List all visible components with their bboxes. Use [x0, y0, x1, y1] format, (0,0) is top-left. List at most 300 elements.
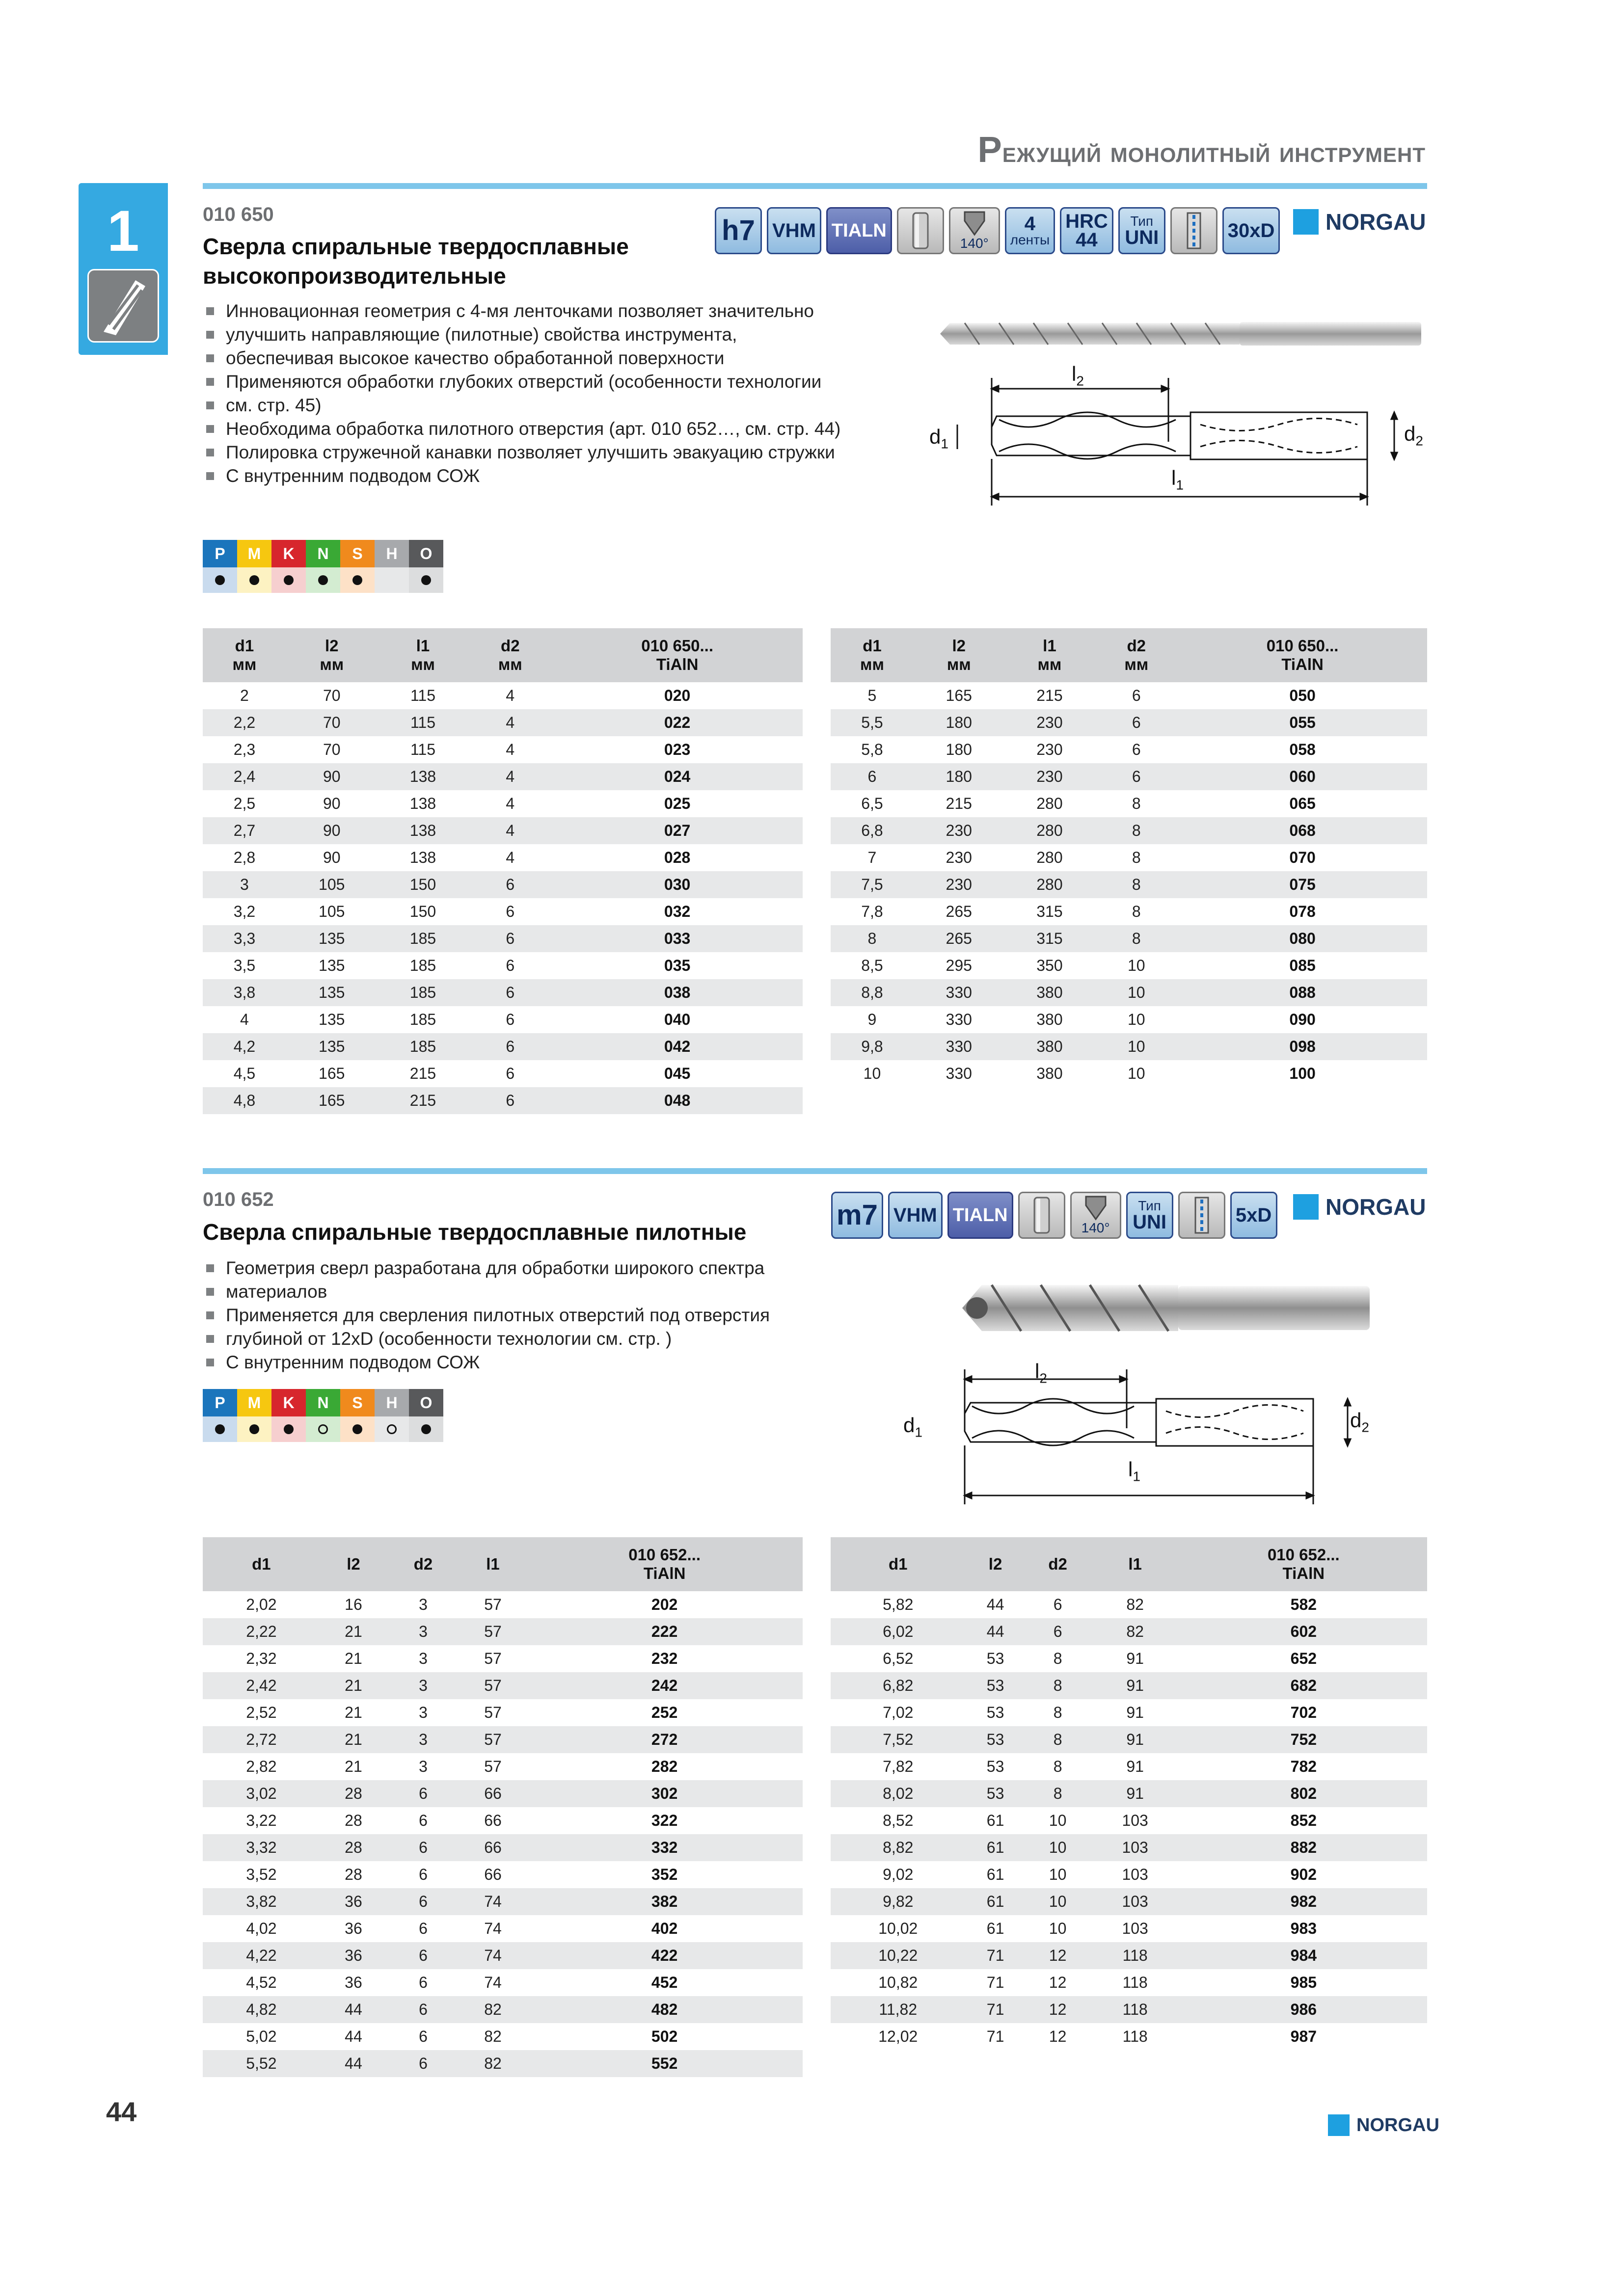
table-cell: 44	[345, 2028, 362, 2045]
table-row	[831, 1753, 1427, 1780]
suitable-icon	[352, 1424, 362, 1434]
table-cell: 230	[914, 871, 1004, 898]
table-row	[831, 1888, 1427, 1915]
table-row	[831, 1915, 1427, 1942]
table-cell: 3,3	[203, 925, 286, 952]
table-cell: 10	[1127, 1065, 1145, 1082]
table-cell: 44	[986, 1596, 1004, 1613]
column-header: l1	[1090, 1537, 1180, 1591]
material-applicability	[203, 540, 443, 593]
table-cell: 165	[319, 1065, 345, 1082]
article-code-cell: 060	[1178, 763, 1427, 790]
table-cell: 4	[468, 817, 552, 844]
table-cell: 36	[345, 1920, 362, 1937]
feature-badges	[831, 1192, 1277, 1239]
suitable-icon	[215, 1424, 225, 1434]
table-row	[203, 1753, 803, 1780]
material-cell-O	[409, 540, 443, 593]
table-cell: 91	[1126, 1650, 1144, 1667]
specs-table	[831, 628, 1427, 1087]
table-row	[831, 1699, 1427, 1726]
specs-table	[831, 1537, 1427, 2050]
table-cell: 230	[1004, 709, 1095, 736]
table-cell: 70	[323, 741, 341, 758]
feature-badges	[715, 207, 1280, 254]
table-cell: 28	[345, 1812, 362, 1829]
table-cell: 2,8	[233, 849, 256, 866]
table-cell: 10	[1026, 1888, 1090, 1915]
table-cell: 230	[946, 849, 972, 866]
table-cell: 11,82	[831, 1996, 966, 2023]
coolant-icon	[1170, 207, 1217, 254]
article-code-cell: 232	[651, 1650, 678, 1667]
material-group-label: P	[203, 1389, 237, 1416]
table-cell: 8,02	[831, 1780, 966, 1807]
article-code-cell: 042	[552, 1033, 803, 1060]
table-cell: 380	[1004, 979, 1095, 1006]
table-cell: 330	[946, 1011, 972, 1028]
article-code-cell: 322	[651, 1812, 678, 1829]
article-code-cell: 482	[526, 1996, 803, 2023]
article-code-cell: 502	[651, 2028, 678, 2045]
table-cell: 3	[419, 1596, 428, 1613]
table-cell: 7,52	[831, 1726, 966, 1753]
table-cell: 8,52	[883, 1812, 914, 1829]
table-cell: 7,5	[831, 871, 914, 898]
article-code-cell: 552	[526, 2050, 803, 2077]
table-cell: 61	[986, 1920, 1004, 1937]
table-cell: 3,8	[203, 979, 286, 1006]
table-cell: 103	[1122, 1812, 1148, 1829]
dimension-label-d2: $d_2$	[1350, 1409, 1369, 1435]
table-cell: 91	[1126, 1758, 1144, 1775]
table-cell: 53	[966, 1672, 1026, 1699]
suitable-icon	[421, 1424, 431, 1434]
table-cell: 115	[410, 741, 435, 758]
column-header: d1	[831, 1537, 966, 1591]
column-header: 010 650... TiAlN	[552, 628, 803, 682]
article-code-cell: 030	[552, 871, 803, 898]
column-header: l2 мм	[286, 628, 378, 682]
material-group-label: M	[237, 1389, 271, 1416]
table-cell: 66	[484, 1866, 502, 1883]
table-cell: 380	[1036, 1011, 1063, 1028]
article-code-cell: 582	[1290, 1596, 1317, 1613]
table-row	[831, 1591, 1427, 1618]
table-cell: 8	[1053, 1758, 1062, 1775]
product-title-line: Сверла спиральные твердосплавные	[203, 234, 629, 259]
article-code-cell: 272	[526, 1726, 803, 1753]
table-cell: 91	[1126, 1704, 1144, 1721]
table-cell: 135	[286, 1033, 378, 1060]
table-cell: 53	[986, 1758, 1004, 1775]
table-cell: 185	[409, 1011, 436, 1028]
table-cell: 4,8	[203, 1087, 286, 1114]
table-cell: 3	[387, 1618, 460, 1645]
table-row	[831, 736, 1427, 763]
table-cell: 10	[1095, 979, 1178, 1006]
table-cell: 5,52	[203, 2050, 320, 2077]
table-cell: 2,02	[246, 1596, 277, 1613]
feature-item: Полировка стружечной канавки позволяет улучшить эвакуацию стружки	[206, 441, 840, 464]
table-cell: 5,8	[861, 741, 883, 758]
table-row	[831, 1060, 1427, 1087]
table-cell: 265	[946, 903, 972, 920]
table-cell: 138	[378, 763, 469, 790]
table-cell: 28	[345, 1866, 362, 1883]
table-cell: 9,02	[883, 1866, 914, 1883]
column-header: d1	[203, 1537, 320, 1591]
table-row	[831, 763, 1427, 790]
shank-icon	[1018, 1192, 1065, 1239]
shank-icon	[897, 207, 944, 254]
point-angle-badge	[1070, 1192, 1121, 1239]
dimension-label-l2: $l_2$	[1035, 1360, 1047, 1386]
table-cell: 4,82	[203, 1996, 320, 2023]
table-cell: 4,2	[203, 1033, 286, 1060]
table-cell: 44	[966, 1618, 1026, 1645]
table-cell: 380	[1036, 1065, 1063, 1082]
table-cell: 3	[203, 871, 286, 898]
table-cell: 12	[1049, 2028, 1067, 2045]
table-row	[831, 1861, 1427, 1888]
material-group-label: O	[409, 1389, 443, 1416]
table-row	[831, 1942, 1427, 1969]
column-header: d2	[387, 1537, 460, 1591]
table-cell: 5,82	[883, 1596, 914, 1613]
article-code-cell: 422	[526, 1942, 803, 1969]
table-cell: 3,32	[203, 1834, 320, 1861]
table-cell: 3,5	[233, 957, 256, 974]
article-code-cell: 023	[664, 741, 691, 758]
brand-square-icon	[1293, 1194, 1319, 1220]
hrc-label: HRC	[1065, 211, 1108, 232]
table-cell: 6	[468, 871, 552, 898]
table-cell: 57	[460, 1672, 526, 1699]
table-cell: 135	[286, 925, 378, 952]
section-divider	[203, 1168, 1427, 1174]
table-row	[203, 2023, 803, 2050]
table-cell: 3,02	[203, 1780, 320, 1807]
table-cell: 8	[831, 925, 914, 952]
article-code-cell: 382	[526, 1888, 803, 1915]
table-row	[831, 1969, 1427, 1996]
table-row	[831, 1996, 1427, 2023]
table-cell: 6	[419, 2028, 428, 2045]
table-row	[831, 925, 1427, 952]
table-cell: 90	[323, 849, 341, 866]
table-cell: 118	[1122, 1974, 1148, 1991]
article-code-cell: 050	[1289, 687, 1316, 704]
table-cell: 53	[986, 1704, 1004, 1721]
table-cell: 57	[484, 1650, 502, 1667]
table-cell: 105	[319, 903, 345, 920]
chapter-tab	[79, 183, 168, 355]
table-cell: 6	[468, 925, 552, 952]
table-row	[203, 925, 803, 952]
table-cell: 138	[378, 817, 469, 844]
material-group-label: K	[271, 540, 306, 567]
table-cell: 7,02	[883, 1704, 914, 1721]
column-header: d2	[1026, 1537, 1090, 1591]
table-row	[831, 709, 1427, 736]
table-cell: 7,82	[883, 1758, 914, 1775]
table-row	[203, 1834, 803, 1861]
article-code-cell: 752	[1180, 1726, 1427, 1753]
table-cell: 103	[1090, 1888, 1180, 1915]
brand-logo	[1293, 1194, 1426, 1220]
article-code-cell: 028	[664, 849, 691, 866]
table-cell: 21	[345, 1704, 362, 1721]
table-cell: 6	[419, 1974, 428, 1991]
table-cell: 71	[986, 2028, 1004, 2045]
table-row	[203, 1645, 803, 1672]
article-code-cell: 078	[1289, 903, 1316, 920]
table-cell: 6,02	[831, 1618, 966, 1645]
table-cell: 53	[966, 1726, 1026, 1753]
table-cell: 82	[1090, 1618, 1180, 1645]
article-code-cell: 682	[1180, 1672, 1427, 1699]
product-title	[203, 232, 629, 291]
table-cell: 61	[966, 1888, 1026, 1915]
article-code-cell: 282	[651, 1758, 678, 1775]
table-cell: 2,5	[233, 795, 256, 812]
material-group-label: S	[340, 1389, 375, 1416]
type-value: UNI	[1125, 227, 1159, 248]
table-row	[203, 1591, 803, 1618]
column-header: l1 мм	[1004, 628, 1095, 682]
table-row	[203, 1699, 803, 1726]
table-cell: 118	[1122, 2028, 1148, 2045]
article-code-cell: 702	[1290, 1704, 1317, 1721]
article-code-cell: 055	[1178, 709, 1427, 736]
table-row	[203, 763, 803, 790]
table-row	[203, 1060, 803, 1087]
column-header: 010 652... TiAlN	[526, 1537, 803, 1591]
table-row	[831, 871, 1427, 898]
table-cell: 10	[863, 1065, 881, 1082]
brand-name: NORGAU	[1356, 2114, 1439, 2136]
table-cell: 2,52	[246, 1704, 277, 1721]
table-cell: 10	[1127, 1011, 1145, 1028]
feature-item-cont: см. стр. 45)	[206, 394, 840, 417]
table-row	[203, 1033, 803, 1060]
table-cell: 3,82	[203, 1888, 320, 1915]
table-row	[203, 1915, 803, 1942]
table-cell: 8	[1026, 1726, 1090, 1753]
table-cell: 6,82	[831, 1672, 966, 1699]
table-row	[831, 1618, 1427, 1645]
table-cell: 3,2	[233, 903, 256, 920]
table-cell: 2,42	[203, 1672, 320, 1699]
table-row	[203, 952, 803, 979]
material-cell-P	[203, 540, 237, 593]
product-title-line: высокопроизводительные	[203, 263, 506, 289]
table-row	[831, 1834, 1427, 1861]
coating-badge: TIALN	[826, 207, 892, 254]
table-cell: 185	[378, 925, 469, 952]
table-row	[203, 736, 803, 763]
table-cell: 53	[986, 1650, 1004, 1667]
material-group-label: H	[375, 1389, 409, 1416]
table-cell: 10	[1127, 957, 1145, 974]
table-cell: 6	[419, 1812, 428, 1829]
table-cell: 57	[484, 1758, 502, 1775]
material-group-label: M	[237, 540, 271, 567]
feature-item-cont: глубиной от 12xD (особенности технологии см. стр. )	[206, 1327, 770, 1351]
table-cell: 91	[1090, 1780, 1180, 1807]
drill-category-icon	[87, 269, 159, 343]
table-row	[203, 1726, 803, 1753]
article-code-cell: 986	[1180, 1996, 1427, 2023]
table-cell: 150	[378, 871, 469, 898]
table-cell: 6,52	[883, 1650, 914, 1667]
material-cell-S	[340, 1389, 375, 1442]
column-header: d1 мм	[831, 628, 914, 682]
column-header: 010 652... TiAlN	[1180, 1537, 1427, 1591]
table-row	[831, 1033, 1427, 1060]
table-cell: 6	[1095, 709, 1178, 736]
material-group-label: N	[306, 540, 340, 567]
table-cell: 2,32	[246, 1650, 277, 1667]
table-cell: 91	[1090, 1726, 1180, 1753]
table-cell: 57	[484, 1596, 502, 1613]
article-code-cell: 882	[1180, 1834, 1427, 1861]
material-group-label: K	[271, 1389, 306, 1416]
table-cell: 295	[946, 957, 972, 974]
table-row	[203, 682, 803, 709]
material-group-label: P	[203, 540, 237, 567]
table-cell: 6,5	[861, 795, 883, 812]
table-cell: 8	[1095, 871, 1178, 898]
suitable-icon	[249, 1424, 259, 1434]
table-cell: 9,8	[831, 1033, 914, 1060]
table-cell: 103	[1122, 1866, 1148, 1883]
article-code-cell: 402	[651, 1920, 678, 1937]
table-cell: 4	[506, 849, 515, 866]
table-cell: 6	[506, 957, 515, 974]
table-cell: 10	[1049, 1812, 1067, 1829]
table-cell: 70	[323, 687, 341, 704]
hrc-value: 44	[1076, 229, 1098, 251]
table-row	[831, 952, 1427, 979]
table-cell: 230	[1036, 741, 1063, 758]
table-cell: 21	[320, 1672, 387, 1699]
material-cell-S	[340, 540, 375, 593]
table-cell: 280	[1036, 849, 1063, 866]
article-code-cell: 902	[1290, 1866, 1317, 1883]
article-code-cell: 098	[1178, 1033, 1427, 1060]
table-cell: 350	[1036, 957, 1063, 974]
material-cell-M	[237, 540, 271, 593]
brand-square-icon	[1328, 2114, 1350, 2136]
feature-item-cont: обеспечивая высокое качество обработанной поверхности	[206, 347, 840, 370]
material-badge: VHM	[888, 1192, 943, 1239]
table-cell: 2,22	[203, 1618, 320, 1645]
table-cell: 74	[484, 1974, 502, 1991]
table-row	[203, 1969, 803, 1996]
article-code-cell: 025	[664, 795, 691, 812]
table-cell: 3	[419, 1704, 428, 1721]
table-cell: 57	[484, 1704, 502, 1721]
lands-badge	[1005, 207, 1055, 254]
dimension-label-d1: $d_1$	[929, 425, 948, 452]
table-row	[203, 1807, 803, 1834]
table-cell: 135	[286, 979, 378, 1006]
feature-item: С внутренним подводом СОЖ	[206, 1351, 770, 1374]
table-cell: 230	[914, 817, 1004, 844]
material-cell-O	[409, 1389, 443, 1442]
table-cell: 74	[460, 1942, 526, 1969]
feature-item: Применяется для сверления пилотных отверстий под отверстия	[206, 1304, 770, 1327]
article-code-cell: 252	[651, 1704, 678, 1721]
table-cell: 2,4	[203, 763, 286, 790]
table-cell: 330	[914, 1033, 1004, 1060]
table-cell: 4	[506, 687, 515, 704]
material-cell-N	[306, 540, 340, 593]
table-cell: 3	[387, 1726, 460, 1753]
table-cell: 138	[409, 849, 436, 866]
table-cell: 6	[468, 979, 552, 1006]
material-badge: VHM	[767, 207, 821, 254]
table-row	[203, 871, 803, 898]
suitable-icon	[284, 1424, 294, 1434]
table-cell: 6	[419, 1866, 428, 1883]
article-code-cell: 033	[552, 925, 803, 952]
article-code-cell: 222	[526, 1618, 803, 1645]
table-cell: 2	[240, 687, 249, 704]
brand-name: NORGAU	[1325, 209, 1426, 235]
type-badge	[1118, 207, 1165, 254]
table-cell: 74	[460, 1888, 526, 1915]
page-number: 44	[106, 2096, 137, 2127]
table-cell: 4	[506, 741, 515, 758]
table-cell: 28	[320, 1834, 387, 1861]
table-cell: 2,3	[233, 741, 256, 758]
table-cell: 3	[419, 1650, 428, 1667]
table-row	[203, 1942, 803, 1969]
table-cell: 8	[1053, 1704, 1062, 1721]
column-header: l2	[966, 1537, 1026, 1591]
table-row	[831, 1780, 1427, 1807]
suitable-icon	[215, 575, 225, 585]
table-cell: 6	[1132, 687, 1141, 704]
article-code-cell: 075	[1178, 871, 1427, 898]
type-badge	[1126, 1192, 1173, 1239]
article-code-cell: 452	[651, 1974, 678, 1991]
feature-item: С внутренним подводом СОЖ	[206, 464, 840, 488]
table-cell: 8,82	[831, 1834, 966, 1861]
table-row	[831, 2023, 1427, 2050]
article-code-cell: 040	[664, 1011, 691, 1028]
table-cell: 6	[1132, 741, 1141, 758]
article-code-cell: 088	[1178, 979, 1427, 1006]
table-cell: 115	[378, 709, 469, 736]
table-cell: 70	[286, 709, 378, 736]
table-cell: 330	[914, 979, 1004, 1006]
article-number: 010 650	[203, 204, 274, 225]
article-code-cell: 852	[1290, 1812, 1317, 1829]
table-cell: 215	[946, 795, 972, 812]
table-cell: 36	[345, 1974, 362, 1991]
table-cell: 74	[484, 1920, 502, 1937]
table-cell: 10	[1026, 1834, 1090, 1861]
table-row	[203, 1888, 803, 1915]
table-cell: 4,22	[203, 1942, 320, 1969]
table-cell: 21	[345, 1650, 362, 1667]
type-label: Тип	[1138, 1198, 1161, 1213]
table-row	[203, 979, 803, 1006]
